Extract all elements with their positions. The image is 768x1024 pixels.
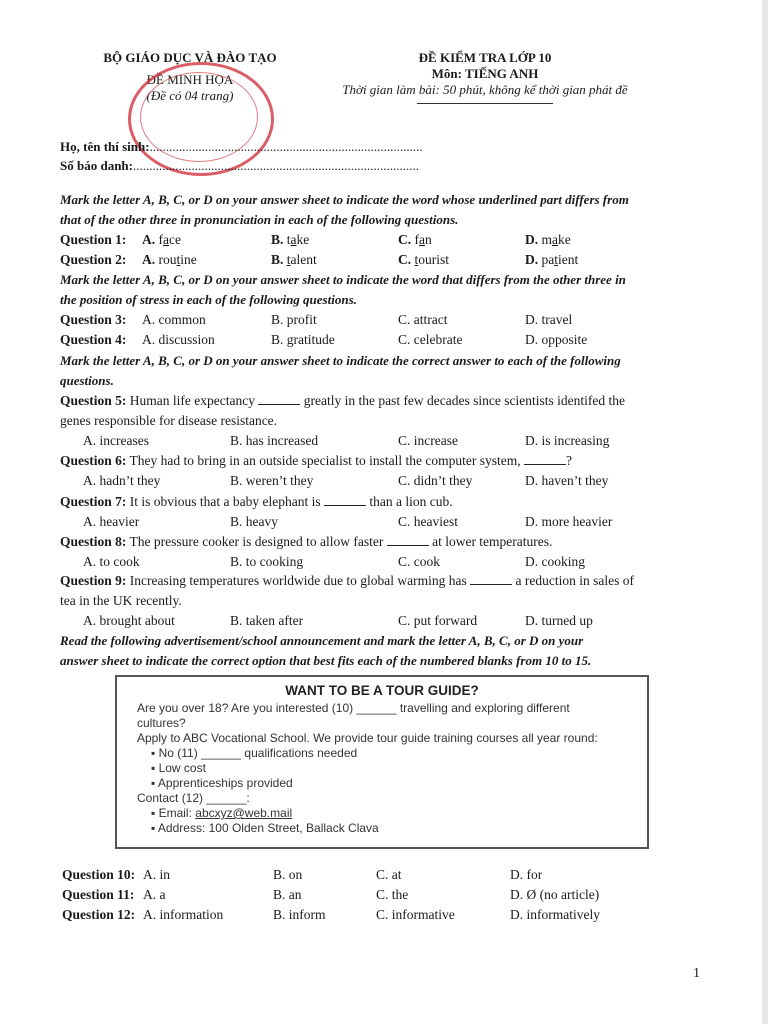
ad-line: cultures?	[137, 716, 186, 730]
sample-label: ĐỀ MINH HỌA	[146, 72, 234, 87]
question-label: Question 2:	[60, 252, 127, 267]
ad-email-label: ▪ Email:	[151, 806, 196, 820]
exam-subject: Môn: TIẾNG ANH	[431, 66, 539, 81]
option-b: B. on	[273, 867, 303, 882]
option-a: A. discussion	[142, 332, 215, 347]
question-label: Question 7:	[60, 494, 127, 509]
option-b: B. weren’t they	[230, 473, 314, 488]
ad-bullet: ▪ No (11) ______ qualifications needed	[151, 746, 358, 760]
question-7-stem	[60, 493, 675, 511]
question-label: Question 1:	[60, 232, 127, 247]
option-c: C. increase	[398, 433, 458, 448]
section-1-instruction-2: that of the other three in pronunciation in each of the following questions.	[60, 212, 459, 227]
question-text: greatly in the past few decades since scientists identifed the	[303, 393, 625, 408]
option-b: B. talent	[271, 252, 317, 267]
question-text: tea in the UK recently.	[60, 593, 182, 608]
option-a: A. routine	[142, 252, 197, 267]
candidate-id-dots: ........................................................................................	[132, 158, 419, 173]
question-text: Increasing temperatures worldwide due to global warming has	[129, 573, 467, 588]
option-b: B. inform	[273, 907, 326, 922]
option-a: A. information	[143, 907, 224, 922]
option-a: A. face	[142, 232, 181, 247]
section-4-instruction-2: answer sheet to indicate the correct option that best fits each of the numbered blanks from 10 to 15.	[60, 653, 592, 668]
question-label: Question 11:	[62, 887, 135, 902]
question-text: It is obvious that a baby elephant is	[129, 494, 321, 509]
question-text: The pressure cooker is designed to allow faster	[129, 534, 384, 549]
answer-blank	[324, 493, 366, 506]
option-b: B. profit	[271, 312, 317, 327]
question-label: Question 6:	[60, 453, 127, 468]
ad-line: Apply to ABC Vocational School. We provide tour guide training courses all year round:	[137, 731, 598, 745]
question-text: Human life expectancy	[129, 393, 255, 408]
question-text: genes responsible for disease resistance.	[60, 413, 278, 428]
question-text: ?	[565, 453, 572, 468]
question-text: a reduction in sales of	[515, 573, 635, 588]
option-d: D. is increasing	[525, 433, 610, 448]
option-d: D. informatively	[510, 907, 600, 922]
option-d: D. cooking	[525, 554, 585, 569]
question-label: Question 9:	[60, 573, 127, 588]
ad-line: Are you over 18? Are you interested (10) ______ travelling and exploring different	[137, 701, 570, 715]
page-number: 1	[693, 966, 700, 981]
page-edge	[762, 0, 768, 1024]
option-c: C. attract	[398, 312, 448, 327]
section-4-instruction-1: Read the following advertisement/school announcement and mark the letter A, B, C, or D on your	[60, 633, 584, 648]
page-count: (Đề có 04 trang)	[146, 88, 234, 103]
option-d: D. opposite	[525, 332, 588, 347]
option-c: C. celebrate	[398, 332, 463, 347]
option-a: A. increases	[83, 433, 149, 448]
question-5-stem	[60, 392, 675, 410]
option-b: B. taken after	[230, 613, 304, 628]
option-c: C. put forward	[398, 613, 478, 628]
option-b: B. has increased	[230, 433, 319, 448]
option-b: B. an	[273, 887, 302, 902]
advertisement-box	[115, 675, 649, 849]
question-text: than a lion cub.	[369, 494, 453, 509]
section-2-instruction-1: Mark the letter A, B, C, or D on your answer sheet to indicate the word that differs from the other three in	[60, 272, 626, 287]
answer-blank	[258, 392, 300, 405]
section-2-instruction-2: the position of stress in each of the following questions.	[60, 292, 357, 307]
option-c: C. informative	[376, 907, 455, 922]
ad-line: Contact (12) ______:	[137, 791, 250, 805]
section-1-instruction-1: Mark the letter A, B, C, or D on your answer sheet to indicate the word whose underlined part differs from	[60, 192, 629, 207]
candidate-id-label: Số báo danh:	[60, 158, 133, 173]
question-text: at lower temperatures.	[432, 534, 553, 549]
exam-title: ĐỀ KIỂM TRA LỚP 10	[418, 50, 552, 65]
option-c: C. didn’t they	[398, 473, 473, 488]
header-rule	[417, 103, 553, 104]
option-a: A. in	[143, 867, 170, 882]
ad-bullet: ▪ Address: 100 Olden Street, Ballack Clava	[151, 821, 379, 835]
question-label: Question 12:	[62, 907, 136, 922]
option-d: D. travel	[525, 312, 573, 327]
question-8-stem	[60, 533, 675, 551]
option-a: A. hadn’t they	[83, 473, 161, 488]
question-label: Question 8:	[60, 534, 127, 549]
question-9-stem	[60, 572, 675, 590]
option-d: D. patient	[525, 252, 579, 267]
ad-title: WANT TO BE A TOUR GUIDE?	[285, 683, 479, 698]
candidate-name-line	[60, 138, 675, 156]
ministry-name: BỘ GIÁO DỤC VÀ ĐÀO TẠO	[103, 50, 277, 65]
ad-email-line	[151, 806, 292, 821]
option-b: B. take	[271, 232, 310, 247]
question-label: Question 3:	[60, 312, 127, 327]
candidate-id-line	[60, 157, 675, 175]
section-3-instruction-1: Mark the letter A, B, C, or D on your answer sheet to indicate the correct answer to each of the following	[60, 353, 621, 368]
option-c: C. heaviest	[398, 514, 458, 529]
option-c: C. the	[376, 887, 409, 902]
option-d: D. for	[510, 867, 543, 882]
header-right	[320, 50, 650, 98]
question-label: Question 10:	[62, 867, 136, 882]
ad-bullet: ▪ Low cost	[151, 761, 206, 775]
question-label: Question 4:	[60, 332, 127, 347]
option-a: A. heavier	[83, 514, 140, 529]
option-a: A. a	[143, 887, 166, 902]
option-c: C. tourist	[398, 252, 450, 267]
option-b: B. to cooking	[230, 554, 304, 569]
ad-bullet: ▪ Apprenticeships provided	[151, 776, 293, 790]
option-d: D. haven’t they	[525, 473, 609, 488]
answer-blank	[470, 572, 512, 585]
option-b: B. heavy	[230, 514, 278, 529]
option-a: A. to cook	[83, 554, 140, 569]
candidate-name-label: Họ, tên thí sinh:	[60, 139, 150, 154]
answer-blank	[524, 452, 566, 465]
option-c: C. at	[376, 867, 402, 882]
option-d: D. Ø (no article)	[510, 887, 600, 902]
option-d: D. turned up	[525, 613, 593, 628]
option-a: A. brought about	[83, 613, 175, 628]
section-3-instruction-2: questions.	[60, 373, 114, 388]
option-c: C. fan	[398, 232, 432, 247]
candidate-name-dots: ....................................................................................	[149, 139, 423, 154]
question-label: Question 5:	[60, 393, 127, 408]
exam-time: Thời gian làm bài: 50 phút, không kể thời gian phát đề	[342, 82, 628, 97]
question-6-stem	[60, 452, 675, 470]
option-c: C. cook	[398, 554, 440, 569]
option-a: A. common	[142, 312, 206, 327]
option-d: D. more heavier	[525, 514, 613, 529]
option-b: B. gratitude	[271, 332, 335, 347]
answer-blank	[387, 533, 429, 546]
ad-email-link[interactable]: abcxyz@web.mail	[195, 806, 293, 820]
option-d: D. make	[525, 232, 571, 247]
question-text: They had to bring in an outside specialist to install the computer system,	[129, 453, 521, 468]
